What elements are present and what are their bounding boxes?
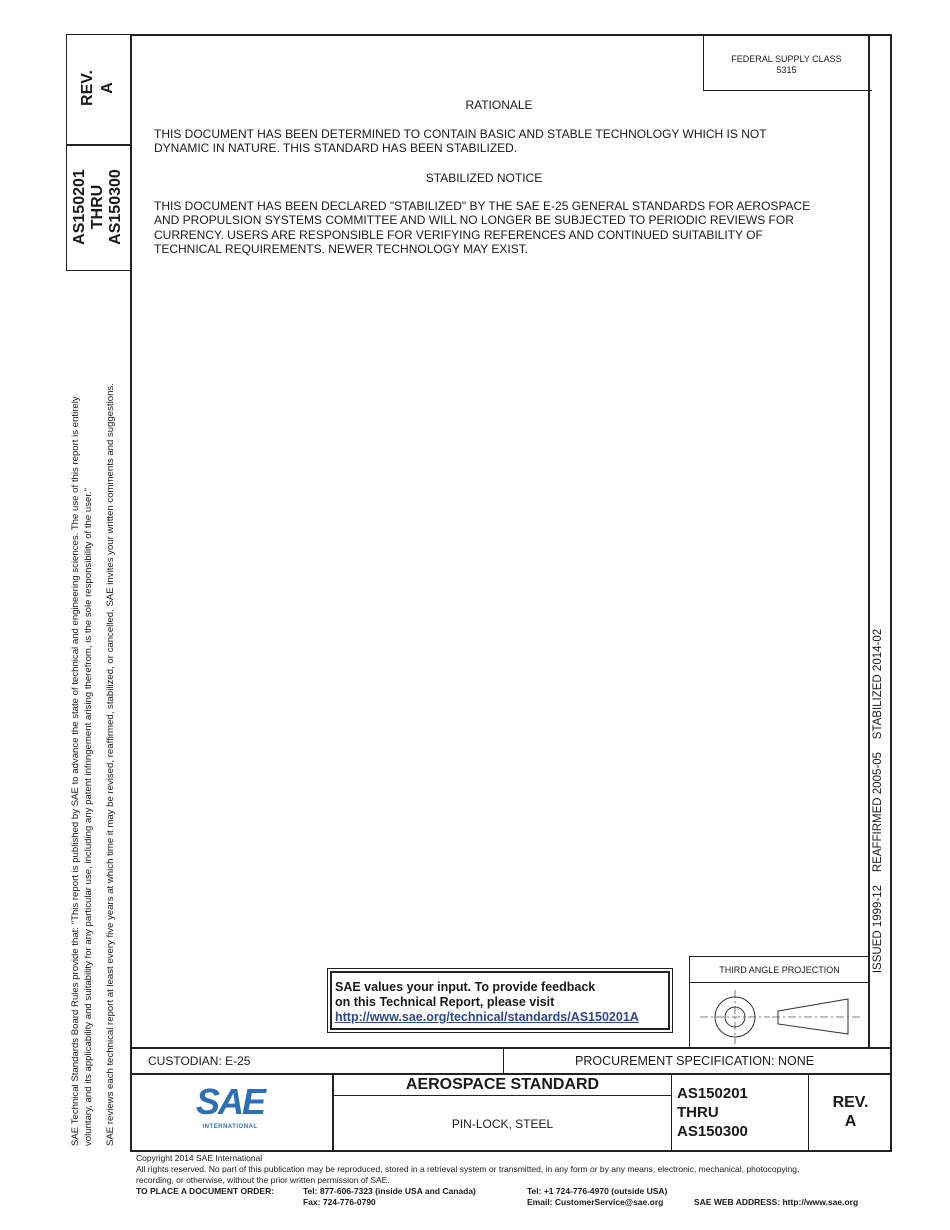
footer-rights-line1: All rights reserved. No part of this publication may be reproduced, stored in a retrieval system or transmitted, in any form or by any means, electronic, mechanical, photocopying,: [136, 1164, 800, 1174]
side-doc-line1: AS150201: [71, 169, 88, 245]
doc-no-line3: AS150300: [677, 1123, 748, 1140]
supply-class-label: FEDERAL SUPPLY CLASS: [731, 54, 842, 64]
doc-type: AEROSPACE STANDARD: [405, 1076, 600, 1093]
footer-tel-intl: Tel: +1 724-776-4970 (outside USA): [527, 1186, 668, 1196]
feedback-line1: SAE values your input. To provide feedback: [335, 980, 596, 994]
history-strip: ISSUED 1999-12 REAFFIRMED 2005-05 STABILIZED 2014-02: [872, 628, 884, 974]
stabilized-line4: TECHNICAL REQUIREMENTS. NEWER TECHNOLOGY MAY EXIST.: [154, 242, 529, 256]
procurement: PROCUREMENT SPECIFICATION: NONE: [575, 1054, 815, 1068]
feedback-box: [327, 968, 673, 1033]
stabilized-line1: THIS DOCUMENT HAS BEEN DECLARED "STABILIZED" BY THE SAE E-25 GENERAL STANDARDS FOR AEROSPACE: [154, 199, 811, 213]
sae-logo: [190, 1081, 270, 1138]
footer-email[interactable]: Email: CustomerService@sae.org: [527, 1197, 664, 1207]
side-doc-line3: AS150300: [107, 169, 124, 245]
custodian: CUSTODIAN: E-25: [148, 1054, 251, 1068]
doc-title: PIN-LOCK, STEEL: [451, 1117, 554, 1131]
rationale-line2: DYNAMIC IN NATURE. THIS STANDARD HAS BEEN STABILIZED.: [154, 141, 518, 155]
side-notice-line3: SAE reviews each technical report at least every five years at which time it may be revised, reaffirmed, stabilized, or cancelled. SAE invites your written comments and suggestions.: [105, 383, 116, 1146]
side-doc-line2: THRU: [89, 184, 106, 230]
side-notice-line2: voluntary, and its applicability and suitability for any particular use, including any patent infringement arising therefrom, is the sole responsibility of the user.": [83, 487, 94, 1146]
supply-class-value: 5315: [776, 65, 797, 75]
rationale-line1: THIS DOCUMENT HAS BEEN DETERMINED TO CONTAIN BASIC AND STABLE TECHNOLOGY WHICH IS NOT: [154, 127, 767, 141]
feedback-link[interactable]: http://www.sae.org/technical/standards/AS150201A: [335, 1010, 639, 1024]
side-rev-label: REV.: [79, 70, 96, 106]
rationale-title: RATIONALE: [465, 98, 533, 112]
stabilized-line2: AND PROPULSION SYSTEMS COMMITTEE AND WILL NO LONGER BE SUBJECTED TO PERIODIC REVIEWS FOR: [154, 213, 794, 227]
sae-logo-subtext: INTERNATIONAL: [202, 1124, 258, 1130]
side-rev-value: A: [99, 82, 116, 94]
stabilized-title: STABILIZED NOTICE: [425, 171, 543, 185]
footer-tel-us: Tel: 877-606-7323 (inside USA and Canada): [303, 1186, 476, 1196]
block-rev-label: REV.: [832, 1094, 869, 1111]
footer-fax: Fax: 724-776-0790: [303, 1197, 376, 1207]
block-rev-value: A: [844, 1113, 857, 1130]
feedback-line2: on this Technical Report, please visit: [335, 995, 555, 1009]
projection-label: THIRD ANGLE PROJECTION: [719, 965, 840, 975]
footer-rights-line2: recording, or otherwise, without the prior written permission of SAE.: [136, 1175, 390, 1185]
doc-no-line2: THRU: [677, 1104, 719, 1121]
doc-no-line1: AS150201: [677, 1085, 748, 1102]
projection-symbol-icon: [690, 984, 869, 1048]
footer-web[interactable]: SAE WEB ADDRESS: http://www.sae.org: [694, 1197, 859, 1207]
footer-order-label: TO PLACE A DOCUMENT ORDER:: [136, 1186, 275, 1196]
side-notice-line1: SAE Technical Standards Board Rules provide that: "This report is published by SAE to advance the state of technical and engineering sciences. The use of this report is entirely: [70, 396, 81, 1146]
sae-logo-text: SAE: [195, 1081, 265, 1122]
footer-copyright: Copyright 2014 SAE International: [136, 1153, 263, 1163]
supply-class-box: [703, 34, 869, 91]
projection-box: [689, 956, 869, 1049]
stabilized-line3: CURRENCY. USERS ARE RESPONSIBLE FOR VERIFYING REFERENCES AND CONTINUED SUITABILITY OF: [154, 228, 763, 242]
